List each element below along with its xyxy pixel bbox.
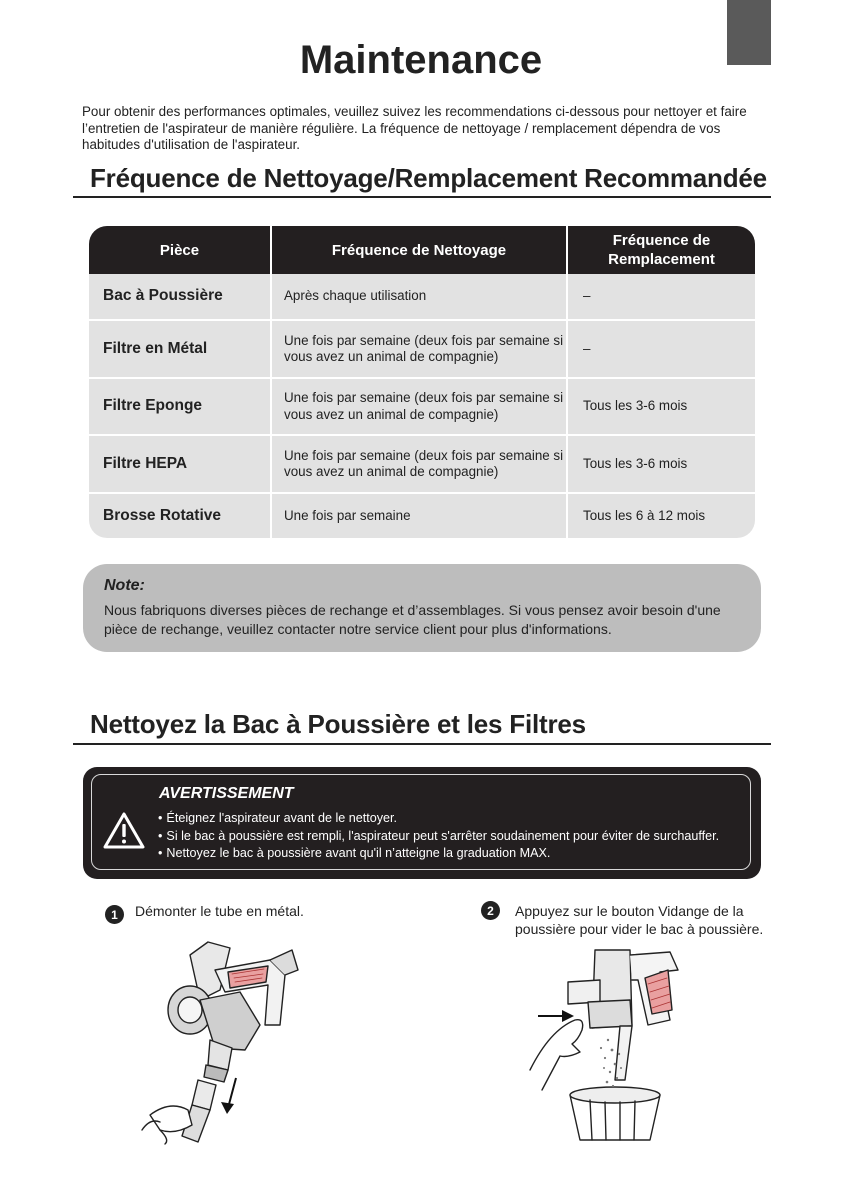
warning-box <box>83 767 761 879</box>
section-divider <box>73 743 771 745</box>
table-cell-replacement: – <box>583 340 591 356</box>
table-cell-cleaning: Une fois par semaine (deux fois par semaine si vous avez un animal de compagnie) <box>284 332 564 364</box>
column-header-replacement: Fréquence de Remplacement <box>608 232 715 268</box>
vacuum-tube-removal-illustration <box>120 930 320 1145</box>
table-cell-replacement: Tous les 3-6 mois <box>583 398 688 414</box>
table-cell-cleaning: Une fois par semaine <box>284 507 411 523</box>
table-cell-piece: Filtre HEPA <box>103 454 188 472</box>
step-number-badge: 1 <box>105 905 124 924</box>
section-heading-cleaning: Nettoyez la Bac à Poussière et les Filtres <box>90 709 586 739</box>
warning-item: • Si le bac à poussière est rempli, l'aspirateur peut s'arrêter soudainement pour éviter de surchauffer. <box>158 828 719 846</box>
section-divider <box>73 196 771 198</box>
table-cell-piece: Brosse Rotative <box>103 506 222 524</box>
warning-item: • Nettoyez le bac à poussière avant qu'il n’atteigne la graduation MAX. <box>158 845 719 863</box>
table-cell-replacement: – <box>583 288 591 304</box>
table-cell-piece: Filtre en Métal <box>103 339 208 357</box>
table-cell-replacement: Tous les 3-6 mois <box>583 455 688 471</box>
table-header <box>89 226 755 274</box>
table-cell-replacement: Tous les 6 à 12 mois <box>583 507 706 523</box>
column-header-piece: Pièce <box>159 241 200 259</box>
warning-item: • Éteignez l'aspirateur avant de le nettoyer. <box>158 810 719 828</box>
empty-dust-bin-illustration <box>520 940 740 1145</box>
table-cell-cleaning: Une fois par semaine (deux fois par semaine si vous avez un animal de compagnie) <box>284 390 564 422</box>
step-text: Appuyez sur le bouton Vidange de la poussière pour vider le bac à poussière. <box>515 903 764 937</box>
intro-paragraph: Pour obtenir des performances optimales, veuillez suivez les recommendations ci-dessous pour nettoyer et faire l’entretien de l'aspirateur de manière régulière. La fréquence de nettoyage / remplacement dépendra de vos habitudes d'utilisation de l'aspirateur. <box>82 104 747 152</box>
note-text: Nous fabriquons diverses pièces de rechange et d’assemblages. Si vous pensez avoir besoin d'une pièce de rechange, veuillez contacter notre service client pour plus d'informations. <box>104 602 721 637</box>
note-title: Note: <box>104 577 145 594</box>
warning-triangle-icon <box>102 811 146 851</box>
table-cell-cleaning: Une fois par semaine (deux fois par semaine si vous avez un animal de compagnie) <box>284 447 564 479</box>
warning-title: AVERTISSEMENT <box>159 785 294 802</box>
table-cell-piece: Bac à Poussière <box>103 287 223 305</box>
table-cell-piece: Filtre Eponge <box>103 397 203 415</box>
page-title: Maintenance <box>299 38 543 82</box>
step-text: Démonter le tube en métal. <box>135 903 304 919</box>
column-header-cleaning: Fréquence de Nettoyage <box>331 241 507 259</box>
maintenance-table <box>89 226 755 538</box>
table-cell-cleaning: Après chaque utilisation <box>284 288 427 304</box>
warning-list <box>158 810 719 863</box>
section-heading-frequency: Fréquence de Nettoyage/Remplacement Recommandée <box>90 163 767 193</box>
note-box <box>83 564 761 652</box>
step-number-badge: 2 <box>481 901 500 920</box>
